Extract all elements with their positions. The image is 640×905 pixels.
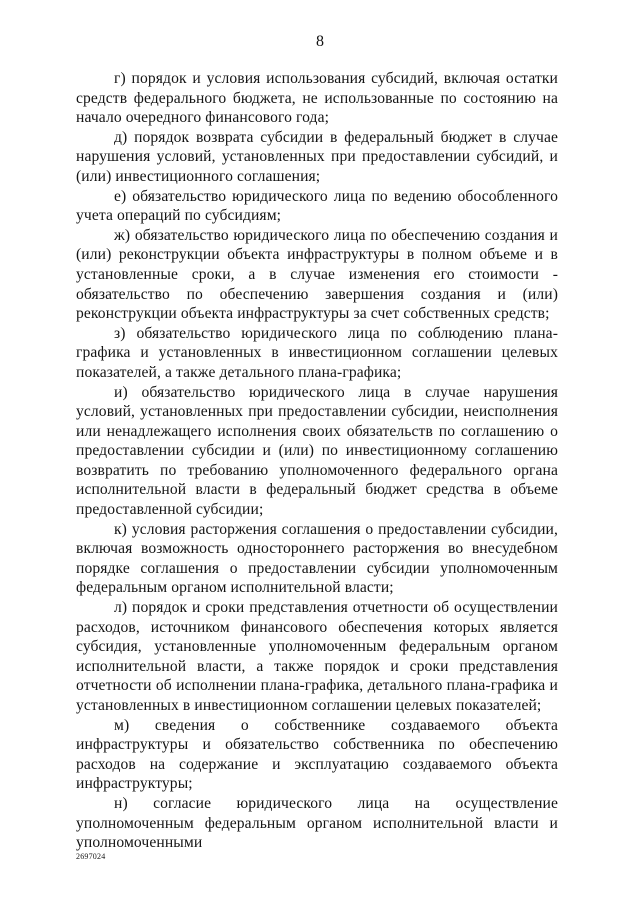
paragraph-z: з) обязательство юридического лица по соблюдению плана-графика и установленных в инвестиционном соглашении целевых показателей, а также детального плана-графика; (76, 324, 558, 381)
paragraph-m: м) сведения о собственнике создаваемого объекта инфраструктуры и обязательство собственника по обеспечению расходов на содержание и эксплуатацию создаваемого объекта инфраструктуры; (76, 716, 558, 793)
paragraph-k: к) условия расторжения соглашения о предоставлении субсидии, включая возможность одностороннего расторжения во внесудебном порядке соглашения о предоставлении субсидии уполномоченным федеральным органом исполнительной власти; (76, 520, 558, 597)
paragraph-d: д) порядок возврата субсидии в федеральный бюджет в случае нарушения условий, установленных при предоставлении субсидий, и (или) инвестиционного соглашения; (76, 128, 558, 185)
paragraph-l: л) порядок и сроки представления отчетности об осуществлении расходов, источником финансового обеспечения которых является субсидия, установленные уполномоченным федеральным органом исполнительной власти, а также порядок и сроки представления отчетности об исполнении плана-графика, детального плана-графика и установленных в инвестиционном соглашении целевых показателей; (76, 599, 558, 714)
document-body (76, 69, 558, 853)
paragraph-i: и) обязательство юридического лица в случае нарушения условий, установленных при предоставлении субсидии, неисполнения или ненадлежащего исполнения своих обязательств по соглашению о предоставлении субсидии и (или) по инвестиционному соглашению возвратить по требованию уполномоченного федерального органа исполнительной власти в федеральный бюджет средства в объеме предоставленной субсидии; (76, 383, 558, 519)
paragraph-n: н) согласие юридического лица на осуществление уполномоченным федеральным органом исполнительной власти и уполномоченными (76, 794, 558, 852)
paragraph-g: г) порядок и условия использования субсидий, включая остатки средств федерального бюджета, не использованные по состоянию на начало очередного финансового года; (76, 70, 558, 127)
paragraph-zh: ж) обязательство юридического лица по обеспечению создания и (или) реконструкции объекта инфраструктуры в полном объеме и в установленные сроки, а в случае изменения его стоимости - обязательство по обеспечению завершения создания и (или) реконструкции объекта инфраструктуры за счет собственных средств; (76, 226, 558, 323)
paragraph-e: е) обязательство юридического лица по ведению обособленного учета операций по субсидиям; (76, 187, 558, 225)
page-number: 8 (316, 33, 324, 50)
document-code: 2697024 (76, 852, 106, 861)
